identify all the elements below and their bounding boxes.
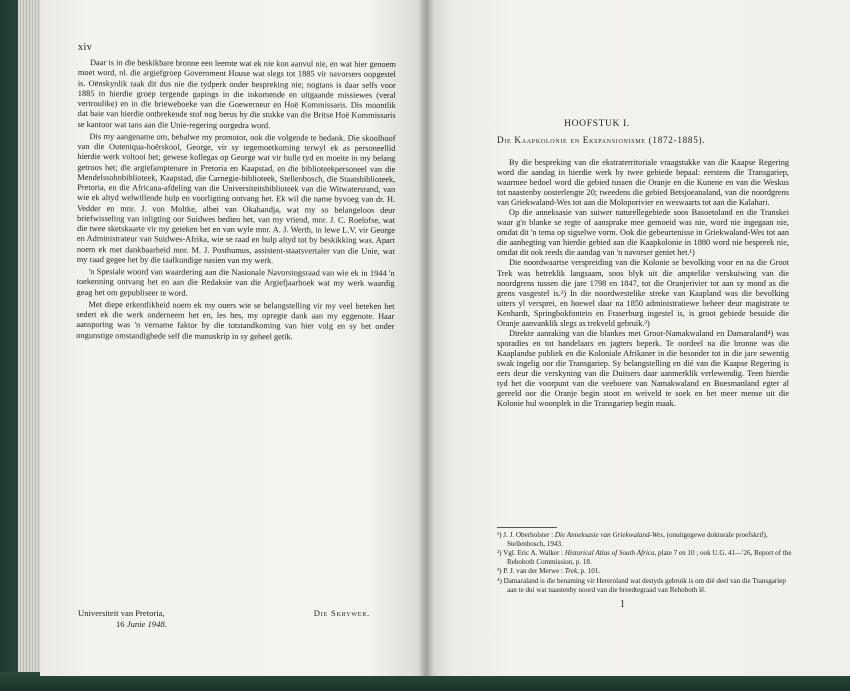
footnotes (497, 531, 793, 595)
signature-author: Die Skrywer. (313, 608, 370, 618)
body-paragraph: Direkte aanraking van die blankes met Groot-Namakwaland en Damaraland⁴) was sporadies en tot handelaars en jagters beperk. Te oordeel na die bronne was die Kaaplandse publiek en die Koloniale Afrikaner in die besonder tot in die jare sewentig swak ingelig oor die Transgariep. Sy belangstelling en dié van die Kaapse Regering is eers deur die verskyning van die Duitsers daar aanmerklik verlewendig. Teen hierdie tyd het die voorpunt van die veeboere van Namakwaland en Boesmanland egter al gereeld oor die Oranje begin stoot en weiveld te soek en het meer mense uit die Kolonie hul woonplek in die Transgariep begin maak. (497, 328, 789, 409)
body-paragraph: By die bespreking van die ekstraterritoriale vraagstukke van die Kaapse Regering word die aandag in hierdie werk by twee gebiede bepaal: eerstens die Transgariep, waarmee bedoel word die gebied tussen die Oranje en die Kunene en van die Weskus tot naastenby oosterlengte 20; tweedens die gebied Betsjoeanaland, van die noordgrens van Griekwaland-Wes tot aan die Moloporivier en weswaarts tot aan die Kalahari. (497, 158, 789, 208)
preface-paragraph: Dis my aangename om, behalwe my promotor, ook die volgende te bedank. Die skoolhoof van die Outeniqua-hoërskool, George, vir sy tegemoetkoming terwyl ek as personeellid hierdie werk voltooi het; gewese kollegas op George wat vir hulle tyd en moeite in my belang getroos het; die argiefamptenare in Pretoria en Kaapstad, en die biblioteekpersoneel van die Mendelssohnbiblioteek, Kaapstad, die Carnegie-biblioteek, Stellenbosch, die Staatsbiblioteek, Pretoria, en die Africana-afdeling van die Universiteitsbiblioteek van die Witwatersrand, van wie ek altyd welwillende hulp en voorligting ontvang het. Ek wil die name byvoeg van dr. H. Vedder en mnr. J. von Moltke, albei van Okahandja, wat my so belangeloos deur briefwisseling van inligting oor Suidwes bedien het, van my vriend, mnr. J. C. Roelofse, wat die twee sketskaarte vir my geteken het en van wyle mnr. A. J. Werth, in lewe L.V. vir George en Administrateur van Suidwes-Afrika, wie se raad en hulp altyd tot by beskikking was. Apart noem ek met dankbaarheid mnr. M. J. Posthumus, assistent-staatsvertaler van die Unie, wat my raad gegee het by die taalkundige nasien van my werk. (76, 131, 396, 265)
chapter-number: HOOFSTUK I. (564, 118, 630, 129)
preface-paragraph: 'n Spesiale woord van waardering aan die Nasionale Navorsingsraad van wie ek in 1944 'n toekenning ontvang het en aan die Redaksie van die Argiefjaarboek wat my werk waardig geag het om gepubliseer te word. (76, 267, 395, 298)
preface-paragraph: Daar is in die beskikbare bronne een leemte wat ek nie kon aanvul nie, en wat hier genoem moet word, nl. die argiefgroep Government House wat slegs tot 1885 vir navorsers oopgestel is. Oënskynlik raak dit dus nie die tydperk onder bespreking nie; nogtans is daar selfs voor 1885 in hierdie groep tergende gapings in die inkomende en uitgaande missiewes (veral vertroulike) en in die brieweboeke van die Goewerneur en Hoë Kommissaris. Dis moontlik dat baie van hierdie ontbrekende stof nog berus by die stukke van die Britse Hoë Kommissaris se kantoor wat tans aan die Unie-regering oorgedra word. (77, 58, 396, 130)
body-paragraph: Op die anneksasie van suiwer naturellegebiede soos Basoetoland en die Transkei waar g'n blanke se regte of aansprake mee gemoeid was nie, word nie ingegaan nie, omdat dit 'n tema op sigselwe vorm. Ook die gebeurtenisse in Griekwaland-Wes tot aan die aanhegting van hierdie gebied aan die Kaapkolonie in 1880 word nie bespreek nie, omdat dit ook reeds die aandag van 'n navorser geniet het.¹) (497, 208, 789, 258)
book-gutter (418, 0, 434, 676)
body-paragraph: Die noordwaartse verspreiding van die Kolonie se bevolking voor en na die Groot Trek was betreklik langsaam, soos blyk uit die amptelike verskuiwing van die noordgrens tussen die jare 1798 en 1847, tot die Oranjerivier tot aan sy mond as die grens vasgestel is.²) In die noordwestelike streke van Kaapland was die bevolking uiters yl versprei, en hoewel daar na 1850 administratiewe beheer deur magistrate te Kenhardt, Springbokfontein en Fraserburg ingestel is, is groot gebiede besuide die Oranje aanvanklik slegs as trekveld gebruik.³) (497, 258, 789, 328)
chapter-title: Die Kaapkolonie en Ekspansionisme (1872-1885). (497, 135, 706, 145)
preface-paragraph: Met diepe erkentlikheid noem ek my ouers wie se belangstelling vir my veel beteken het sedert ek die werk onderneem het en, les bes, my opregte dank aan my eggenote. Haar aansporing was 'n vername faktor by die totstandkoming van hier volg en sy het onder ongunstige omstandighede self die manuskrip in sy geheel getik. (76, 299, 395, 341)
footnote: ⁴) Damaraland is die benaming vir Hereroland wat destyds gebruik is om dié deel van die Transgariep aan te dui wat naastenby noord van die breedtegraad van Rehoboth lê. (497, 576, 786, 594)
left-page-number: xiv (78, 42, 93, 53)
footnote: ¹) J. J. Oberholster : Die Anneksasie van Griekwaland-Wes, (onuitgegewe doktorale proefskrif), Stellenbosch, 1943. (497, 531, 768, 548)
footnote-divider (497, 527, 557, 528)
signature-date-month-year: Junie 1948. (126, 619, 167, 629)
signature-date-day: 16 (116, 619, 125, 629)
footnote: ²) Vgl. Eric A. Walker : Historical Atlas of South Africa, plate 7 en 10 ; ook U.G. 41—'26, Report of the Rehoboth Commission, p. 18. (497, 549, 792, 566)
preface-text (76, 58, 396, 345)
right-page-number: 1 (620, 599, 625, 610)
chapter-body (497, 158, 789, 409)
signature-place: Universiteit van Pretoria, (78, 608, 165, 618)
footnote: ³) P. J. van der Merwe : Trek, p. 101. (497, 567, 601, 576)
signature-date (116, 619, 167, 629)
